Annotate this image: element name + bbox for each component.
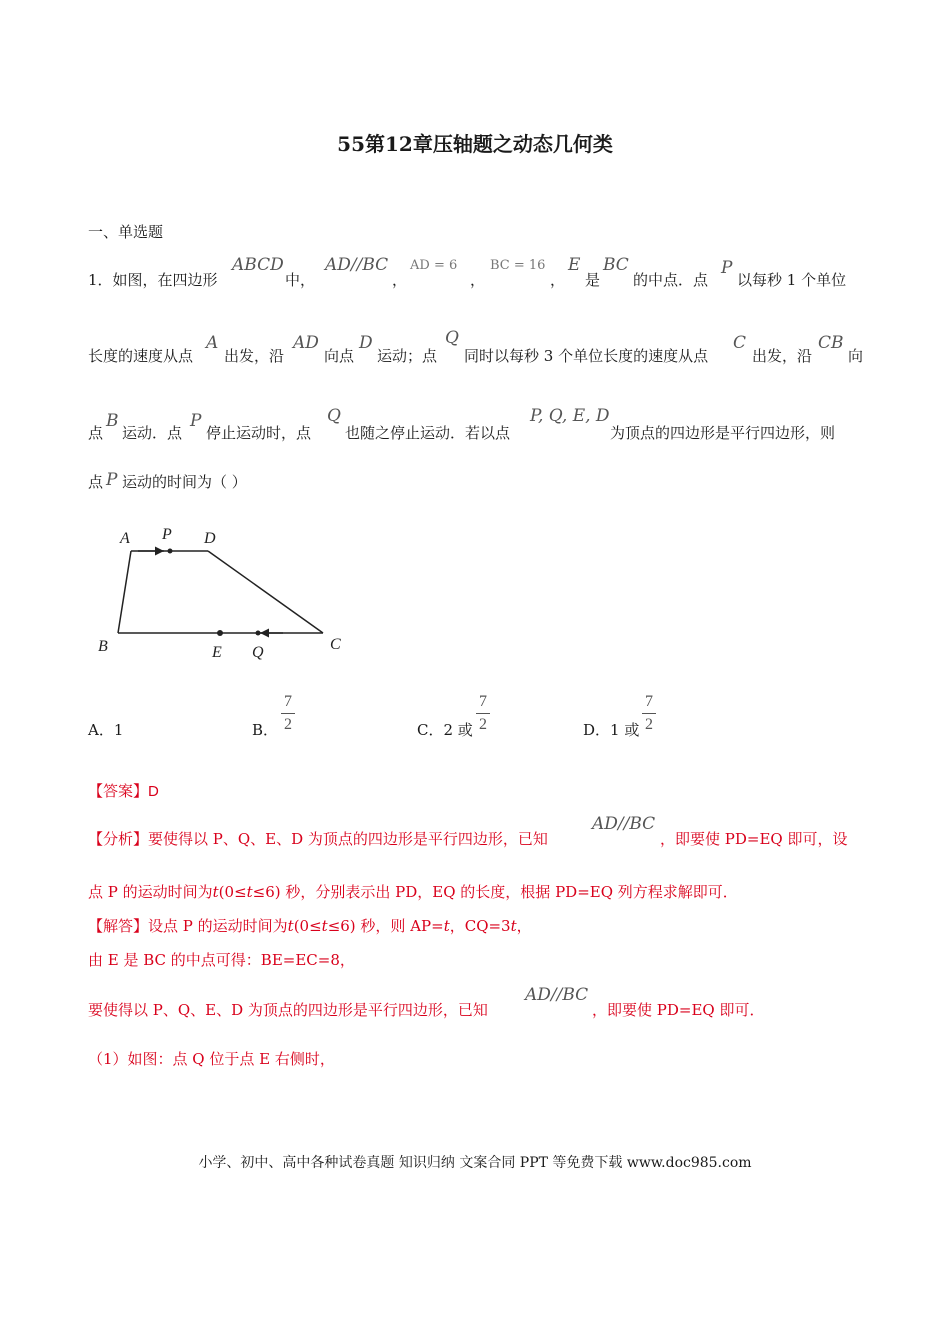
math-expression: C [733,333,747,353]
question-text: 停止运动时，点 [206,424,312,442]
math-expression: ABCD [232,255,284,275]
analysis-text: 点 P 的运动时间为 [88,883,213,901]
math-expression: D [359,333,373,353]
variable-t: t [212,883,219,901]
fraction [476,693,490,734]
label-e: E [212,644,222,661]
question-text: ， [392,271,408,289]
math-expression: P, Q, E, D [530,406,610,426]
numerator: 7 [645,693,653,710]
solution-line-3: 要使得以 P、Q、E、D 为顶点的四边形是平行四边形，已知 [88,1001,488,1019]
option-d[interactable]: D．1 或 [583,721,640,739]
fraction-bar [281,713,295,714]
variable-t: t [321,917,328,935]
point-e [217,630,223,636]
solution-text: ，CQ=3 [449,917,511,935]
question-text: 运动的时间为（ ） [122,473,247,491]
label-a: A [120,530,130,547]
solution-text: (0≤ [293,917,322,935]
question-text: 中， [285,271,316,289]
variable-t: t [443,917,450,935]
answer-tag: 【答案】 [88,782,149,800]
point-p [168,549,173,554]
point-q [256,631,261,636]
label-q: Q [252,644,264,661]
question-text: 点 [88,473,104,491]
label-p: P [162,526,172,543]
question-text: 是 [585,271,601,289]
question-text: 的中点．点 [633,271,709,289]
question-text: 长度的速度从点 [88,347,194,365]
numerator: 7 [479,693,487,710]
option-c[interactable]: C．2 或 [417,721,473,739]
question-text: 出发，沿 [224,347,285,365]
side-dc [208,551,323,633]
analysis-tag: 【分析】 [88,830,149,848]
question-text: 1．如图，在四边形 [88,271,218,289]
answer-value: D [148,783,159,800]
solution-line-1 [88,916,532,936]
fraction [281,693,295,734]
math-expression: AD//BC [592,814,656,834]
math-expression: BC [603,255,629,275]
question-text: 运动；点 [377,347,438,365]
answer-line [88,781,159,802]
question-text: ， [550,271,566,289]
math-expression: AD//BC [525,985,589,1005]
analysis-line-2 [88,882,738,902]
page-footer: 小学、初中、高中各种试卷真题 知识归纳 文案合同 PPT 等免费下载 www.doc985.com [198,1155,752,1171]
label-c: C [330,636,341,653]
analysis-text: (0≤ [218,883,247,901]
fraction-bar [476,713,490,714]
solution-tag: 【解答】 [88,917,149,935]
label-b: B [98,638,108,655]
section-heading: 一、单选题 [88,223,164,241]
variable-t: t [287,917,294,935]
math-expression: P [190,411,202,431]
math-expression: CB [818,333,844,353]
question-text: 也随之停止运动．若以点 [345,424,511,442]
math-expression: P [721,258,733,278]
side-ab [118,551,131,633]
option-a[interactable]: A．1 [88,721,124,739]
question-text: 运动．点 [122,424,183,442]
question-text: 出发，沿 [752,347,813,365]
fraction [642,693,656,734]
denominator: 2 [284,716,292,733]
question-text: 向点 [324,347,355,365]
question-text: 向 [848,347,864,365]
denominator: 2 [479,716,487,733]
variable-t: t [510,917,517,935]
solution-text: ， [516,917,532,935]
denominator: 2 [645,716,653,733]
analysis-line-1 [88,829,548,849]
label-d: D [204,530,216,547]
solution-text: ≤6) 秒，则 AP= [327,917,444,935]
fraction-bar [642,713,656,714]
analysis-text: 要使得以 P、Q、E、D 为顶点的四边形是平行四边形，已知 [148,830,548,848]
question-text: 为顶点的四边形是平行四边形，则 [610,424,836,442]
solution-line-2: 由 E 是 BC 的中点可得：BE=EC=8， [88,951,355,969]
math-expression: AD = 6 [410,258,458,273]
option-b[interactable]: B． [252,721,279,739]
page-title: 55第12章压轴题之动态几何类 [337,132,613,156]
math-expression: P [106,470,118,490]
math-expression: BC = 16 [490,258,546,273]
variable-t: t [246,883,253,901]
solution-text: ，即要使 PD=EQ 即可． [592,1001,765,1019]
math-expression: AD [293,333,319,353]
question-text: 同时以每秒 3 个单位长度的速度从点 [464,347,709,365]
analysis-text: ≤6) 秒，分别表示出 PD，EQ 的长度，根据 PD=EQ 列方程求解即可． [252,883,738,901]
math-expression: AD//BC [325,255,389,275]
math-expression: A [206,333,219,353]
math-expression: Q [327,406,341,426]
math-expression: E [568,255,581,275]
question-text: ， [470,271,486,289]
math-expression: B [106,411,119,431]
math-expression: Q [445,328,459,348]
solution-line-4: （1）如图：点 Q 位于点 E 右侧时， [88,1050,335,1068]
solution-text: 设点 P 的运动时间为 [148,917,288,935]
trapezoid-figure [88,515,368,665]
analysis-text: ，即要使 PD=EQ 即可，设 [660,830,848,848]
question-text: 以每秒 1 个单位 [737,271,847,289]
question-text: 点 [88,424,104,442]
numerator: 7 [284,693,292,710]
